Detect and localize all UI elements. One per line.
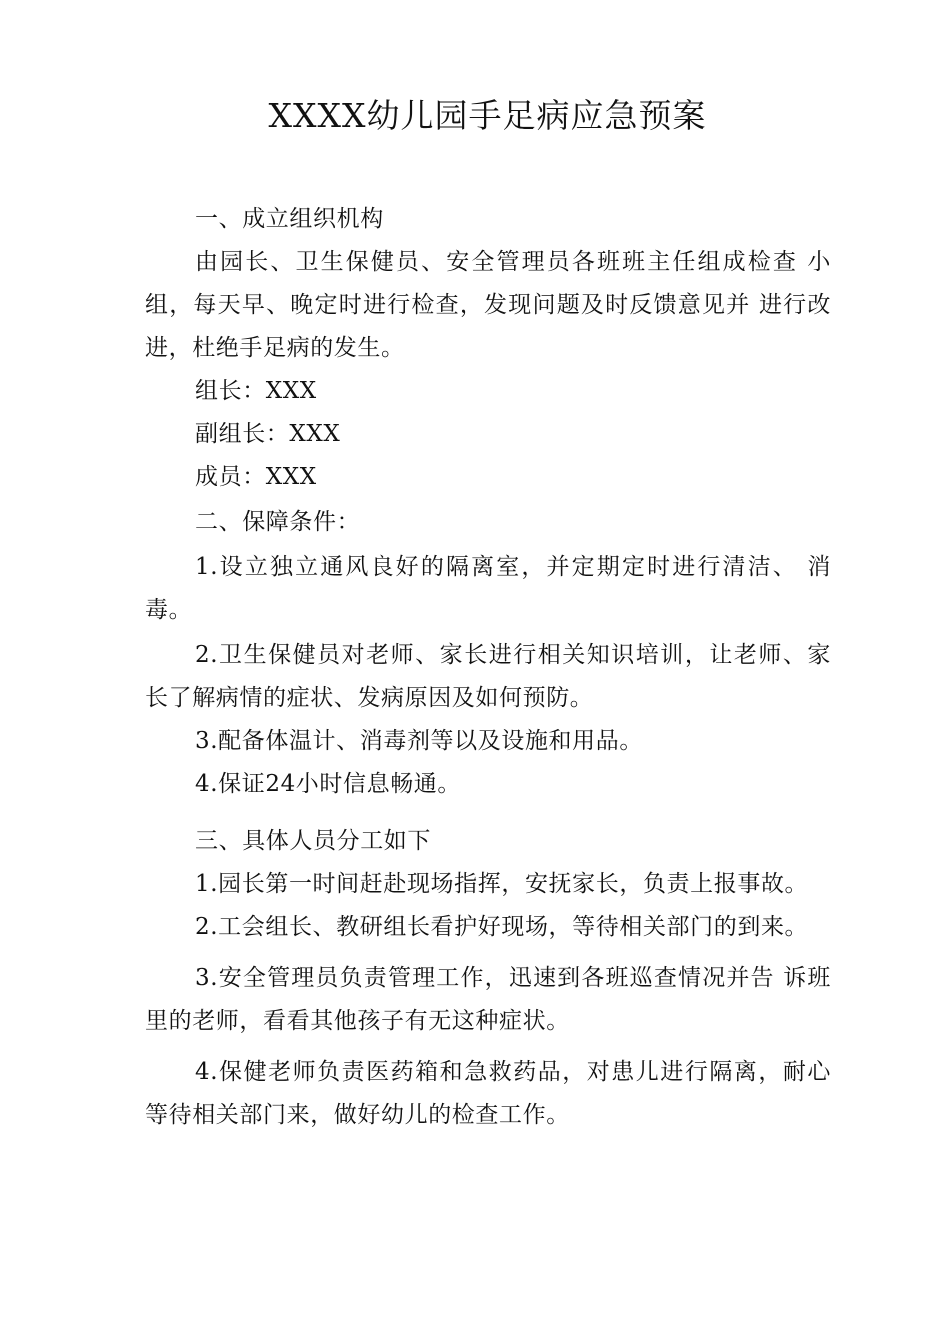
paragraph-condition-4: 4.保证24小时信息畅通。 (195, 771, 462, 797)
paragraph-condition-2: 2.卫生保健员对老师、家长进行相关知识培训，让老师、家长了解病情的症状、发病原因及如何预防。 (145, 642, 831, 711)
section-heading-1: 一、成立组织机构 (195, 206, 384, 232)
paragraph-members: 成员：XXX (195, 464, 317, 490)
paragraph-deputy-leader: 副组长：XXX (195, 421, 341, 447)
paragraph-condition-3: 3.配备体温计、消毒剂等以及设施和用品。 (195, 728, 643, 754)
paragraph-condition-1: 1.设立独立通风良好的隔离室，并定期定时进行清洁、 消毒。 (145, 554, 831, 623)
document-body (145, 198, 831, 1137)
paragraph-duty-2: 2.工会组长、教研组长看护好现场，等待相关部门的到来。 (195, 914, 809, 940)
section-heading-3: 三、具体人员分工如下 (195, 828, 431, 854)
section-heading-2: 二、保障条件： (195, 509, 361, 535)
document-title: XXXX幼儿园手足病应急预案 (268, 96, 707, 135)
paragraph-duty-1: 1.园长第一时间赶赴现场指挥，安抚家长，负责上报事故。 (195, 871, 809, 897)
paragraph-leader: 组长：XXX (195, 378, 317, 404)
paragraph-organization: 由园长、卫生保健员、安全管理员各班班主任组成检查 小组，每天早、晚定时进行检查，发现问题及时反馈意见并 进行改进，杜绝手足病的发生。 (145, 249, 831, 361)
paragraph-duty-3: 3.安全管理员负责管理工作，迅速到各班巡查情况并告 诉班里的老师，看看其他孩子有无这种症状。 (145, 965, 831, 1034)
paragraph-duty-4: 4.保健老师负责医药箱和急救药品，对患儿进行隔离，耐心等待相关部门来，做好幼儿的检查工作。 (145, 1059, 831, 1128)
